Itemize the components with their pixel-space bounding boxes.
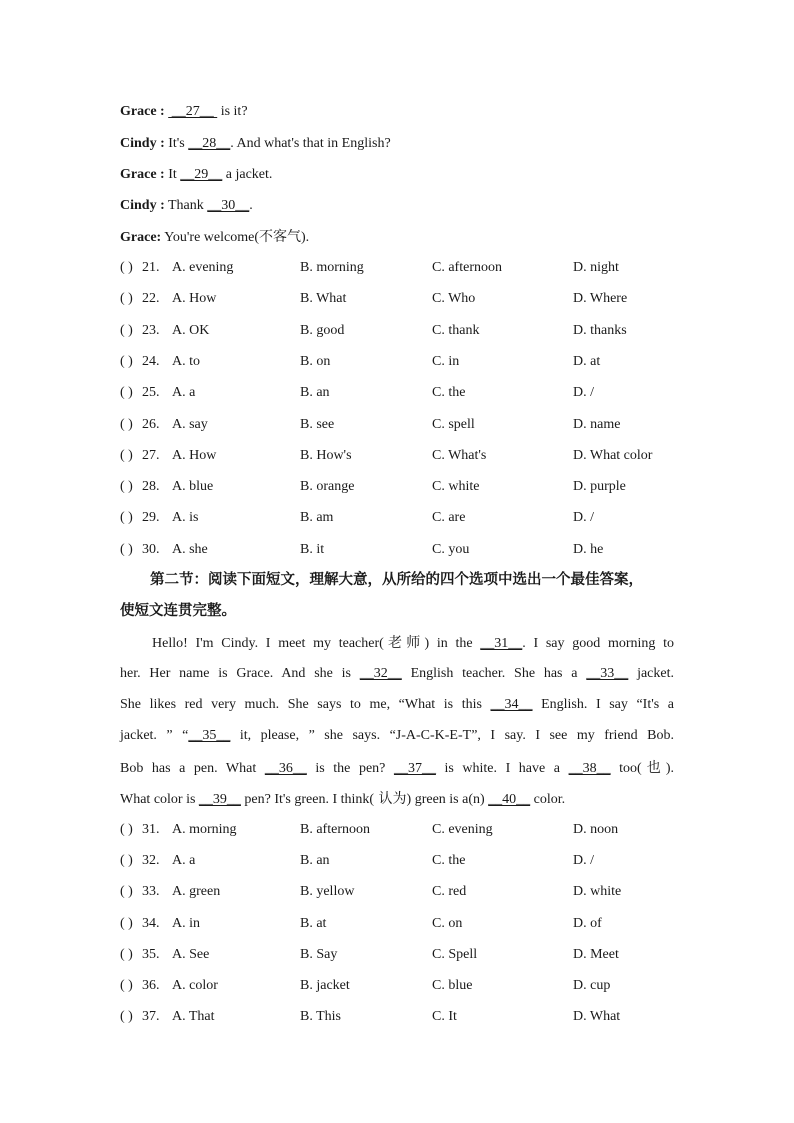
chinese-gloss: 老师 [383, 635, 425, 651]
answer-paren[interactable]: ( ) [120, 541, 133, 557]
option-b: B. am [300, 510, 334, 526]
blank-37: __37__ [393, 761, 436, 776]
option-a: A. blue [172, 479, 214, 495]
passage-text: What color is [120, 792, 199, 807]
option-c: C. Spell [432, 946, 478, 962]
question-number: 36. [142, 978, 160, 993]
answer-paren[interactable]: ( ) [120, 353, 133, 369]
option-d: D. at [573, 353, 601, 369]
dialogue-line-4 [120, 195, 253, 217]
option-c: C. evening [432, 822, 493, 837]
answer-paren[interactable]: ( ) [120, 260, 133, 275]
passage-text: her. Her name is Grace. And she is [120, 666, 360, 681]
passage-text: it, please, ” she says. “J-A-C-K-E-T”, I say. I see my friend Bob. [230, 728, 674, 743]
passage-text: ) in the [424, 636, 481, 651]
option-c: C. in [432, 353, 460, 369]
speaker: Cindy : [120, 136, 165, 151]
option-a: A. a [172, 385, 196, 401]
blank-28: __28__ [188, 136, 231, 151]
option-b: B. see [300, 416, 335, 432]
question-row [120, 414, 720, 436]
question-number: 29. [142, 510, 160, 526]
blank-30: __30__ [207, 198, 250, 213]
option-c: C. red [432, 884, 467, 900]
option-b: B. afternoon [300, 822, 370, 837]
answer-paren[interactable]: ( ) [120, 416, 133, 432]
passage-text: English teacher. She has a [401, 666, 587, 681]
answer-paren[interactable]: ( ) [120, 1009, 133, 1025]
chinese-gloss: 也 [641, 760, 666, 776]
question-number: 22. [142, 291, 160, 307]
option-a: A. in [172, 915, 200, 931]
question-number: 30. [142, 541, 160, 557]
passage-line-5 [120, 757, 674, 779]
passage-text: English. I say “It's a [532, 697, 674, 712]
question-number: 24. [142, 353, 160, 369]
option-c: C. Who [432, 291, 476, 307]
blank-34: __34__ [490, 697, 533, 712]
answer-paren[interactable]: ( ) [120, 385, 133, 401]
passage-text: is white. I have a [435, 761, 569, 776]
question-number: 26. [142, 416, 160, 432]
blank-29: __29__ [180, 167, 223, 182]
blank-39: __39__ [198, 792, 241, 807]
option-b: B. good [300, 322, 345, 338]
option-b: B. jacket [300, 978, 350, 993]
section-2-heading: 第二节：阅读下面短文，理解大意，从所给的四个选项中选出一个最佳答案， [150, 572, 643, 588]
question-row [120, 1006, 720, 1028]
option-a: A. evening [172, 260, 234, 275]
dialogue-text: is it? [220, 104, 248, 119]
option-d: D. cup [573, 978, 611, 993]
question-row [120, 944, 720, 966]
option-d: D. night [573, 260, 619, 275]
option-d: D. / [573, 385, 594, 401]
dialogue-text: It [168, 167, 181, 182]
option-c: C. thank [432, 322, 480, 338]
passage-line-6 [120, 788, 674, 810]
option-b: B. on [300, 353, 331, 369]
dialogue-text: . And what's that in English? [230, 136, 391, 151]
option-b: B. yellow [300, 884, 355, 900]
passage-text: too( [610, 761, 642, 776]
option-d: D. name [573, 416, 621, 432]
question-row [120, 445, 720, 467]
question-row [120, 382, 720, 404]
blank-27: __27__ [168, 104, 218, 119]
option-a: A. OK [172, 322, 210, 338]
option-a: A. That [172, 1009, 215, 1025]
question-row [120, 975, 720, 997]
passage-text: . I say good morning to [522, 636, 675, 651]
option-b: B. an [300, 853, 330, 869]
chinese-gloss: 认为 [374, 791, 407, 807]
question-number: 35. [142, 946, 160, 962]
option-c: C. It [432, 1009, 457, 1025]
option-d: D. / [573, 510, 594, 526]
answer-paren[interactable]: ( ) [120, 447, 133, 463]
option-b: B. it [300, 541, 325, 557]
option-d: D. / [573, 853, 594, 869]
passage-text: jacket. [628, 666, 675, 681]
option-b: B. Say [300, 946, 338, 962]
option-b: B. an [300, 385, 330, 401]
option-a: A. color [172, 978, 218, 993]
option-d: D. thanks [573, 322, 627, 338]
option-d: D. purple [573, 479, 626, 495]
option-d: D. Meet [573, 946, 619, 962]
passage-text: ). [665, 761, 675, 776]
dialogue-text: a jacket. [222, 167, 273, 182]
passage-text: color. [530, 792, 566, 807]
dialogue-line-3 [120, 164, 272, 186]
passage-line-4 [120, 725, 674, 747]
option-d: D. What color [573, 447, 653, 463]
question-number: 31. [142, 822, 160, 837]
answer-paren[interactable]: ( ) [120, 946, 133, 962]
dialogue-text: It's [168, 136, 189, 151]
option-c: C. on [432, 915, 463, 931]
question-row [120, 819, 720, 841]
option-d: D. of [573, 915, 602, 931]
option-a: A. she [172, 541, 208, 557]
option-b: B. This [300, 1009, 341, 1025]
option-a: A. How [172, 291, 217, 307]
section-2-heading-cont: 使短文连贯完整。 [120, 603, 236, 619]
question-row [120, 351, 720, 373]
passage-text: ) green is a(n) [406, 792, 489, 807]
question-number: 27. [142, 447, 160, 463]
answer-paren[interactable]: ( ) [120, 822, 133, 837]
question-number: 28. [142, 479, 160, 495]
answer-paren[interactable]: ( ) [120, 884, 133, 900]
question-number: 25. [142, 385, 160, 401]
passage-line-2 [120, 663, 674, 685]
question-number: 23. [142, 322, 160, 338]
dialogue-line-2 [120, 133, 391, 155]
question-number: 37. [142, 1009, 160, 1025]
passage-text: Bob has a pen. What [120, 761, 265, 776]
blank-31: __31__ [480, 636, 523, 651]
option-b: B. orange [300, 479, 355, 495]
answer-paren[interactable]: ( ) [120, 853, 133, 869]
option-c: C. you [432, 541, 470, 557]
speaker: Grace: [120, 230, 162, 245]
option-c: C. the [432, 853, 466, 869]
dialogue-text: ). [301, 230, 310, 245]
option-a: A. green [172, 884, 221, 900]
option-c: C. What's [432, 447, 487, 463]
chinese-gloss: 不客气 [259, 229, 301, 245]
option-d: D. he [573, 541, 604, 557]
question-number: 33. [142, 884, 160, 900]
answer-paren[interactable]: ( ) [120, 915, 133, 931]
blank-40: __40__ [488, 792, 531, 807]
dialogue-text: You're welcome( [164, 230, 259, 245]
question-row [120, 288, 720, 310]
passage-text: pen? It's green. I think( [240, 792, 375, 807]
passage-text: is the pen? [306, 761, 394, 776]
option-c: C. the [432, 385, 466, 401]
option-d: D. noon [573, 822, 619, 837]
blank-36: __36__ [264, 761, 307, 776]
blank-32: __32__ [359, 666, 402, 681]
speaker: Cindy : [120, 198, 165, 213]
passage-line-3 [120, 694, 674, 716]
question-row [120, 881, 720, 903]
question-number: 32. [142, 853, 160, 869]
question-row [120, 507, 720, 529]
question-row [120, 476, 720, 498]
answer-paren[interactable]: ( ) [120, 510, 133, 526]
option-a: A. See [172, 946, 210, 962]
answer-paren[interactable]: ( ) [120, 322, 133, 338]
option-c: C. afternoon [432, 260, 502, 275]
answer-paren[interactable]: ( ) [120, 978, 133, 993]
question-row [120, 850, 720, 872]
dialogue-text: . [249, 198, 253, 213]
option-a: A. say [172, 416, 208, 432]
question-number: 21. [142, 260, 160, 275]
question-number: 34. [142, 915, 160, 931]
option-a: A. a [172, 853, 196, 869]
option-a: A. morning [172, 822, 237, 837]
question-row [120, 257, 720, 279]
option-b: B. What [300, 291, 347, 307]
option-b: B. morning [300, 260, 364, 275]
blank-33: __33__ [586, 666, 629, 681]
option-b: B. at [300, 915, 327, 931]
option-a: A. is [172, 510, 199, 526]
option-d: D. Where [573, 291, 628, 307]
blank-35: __35__ [188, 728, 231, 743]
option-b: B. How's [300, 447, 352, 463]
answer-paren[interactable]: ( ) [120, 291, 133, 307]
dialogue-line-5 [120, 226, 309, 248]
dialogue-text: Thank [167, 198, 208, 213]
passage-line-1 [152, 632, 674, 654]
option-c: C. white [432, 479, 480, 495]
blank-38: __38__ [568, 761, 611, 776]
question-row [120, 913, 720, 935]
passage-text: Hello! I'm Cindy. I meet my teacher( [152, 636, 384, 651]
passage-text: She likes red very much. She says to me, “What is this [120, 697, 491, 712]
question-row [120, 539, 720, 561]
option-d: D. white [573, 884, 622, 900]
speaker: Grace : [120, 167, 165, 182]
answer-paren[interactable]: ( ) [120, 479, 133, 495]
option-c: C. blue [432, 978, 473, 993]
option-c: C. spell [432, 416, 475, 432]
dialogue-line-1 [120, 101, 248, 123]
option-a: A. How [172, 447, 217, 463]
option-c: C. are [432, 510, 466, 526]
option-d: D. What [573, 1009, 621, 1025]
question-row [120, 320, 720, 342]
speaker: Grace : [120, 104, 165, 119]
option-a: A. to [172, 353, 200, 369]
passage-text: jacket. ” “ [120, 728, 189, 743]
